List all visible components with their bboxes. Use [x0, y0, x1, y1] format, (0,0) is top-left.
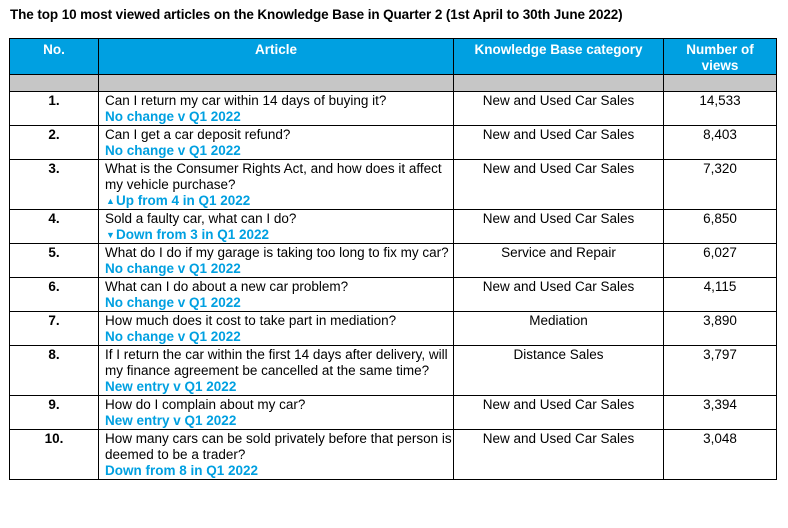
rank-change — [105, 227, 453, 243]
row-number: 2. — [10, 126, 99, 160]
rank-change-text: New entry v Q1 2022 — [105, 379, 237, 394]
views-cell: 4,115 — [664, 278, 777, 312]
views-cell: 8,403 — [664, 126, 777, 160]
article-cell — [99, 278, 454, 312]
table-row — [10, 430, 777, 480]
views-cell: 6,027 — [664, 244, 777, 278]
category-cell: Service and Repair — [454, 244, 664, 278]
views-cell: 3,797 — [664, 346, 777, 396]
article-title: What can I do about a new car problem? — [105, 279, 349, 294]
row-number: 6. — [10, 278, 99, 312]
rank-change-text: No change v Q1 2022 — [105, 329, 241, 344]
spacer-cell — [454, 75, 664, 92]
rank-change — [105, 379, 453, 395]
row-number: 5. — [10, 244, 99, 278]
category-cell: New and Used Car Sales — [454, 278, 664, 312]
article-cell — [99, 396, 454, 430]
category-cell: New and Used Car Sales — [454, 396, 664, 430]
spacer-row — [10, 75, 777, 92]
header-views-line1: Number of — [686, 42, 754, 57]
table-row — [10, 210, 777, 244]
category-cell: New and Used Car Sales — [454, 430, 664, 480]
table-row — [10, 244, 777, 278]
views-cell: 3,048 — [664, 430, 777, 480]
article-title: Can I get a car deposit refund? — [105, 127, 291, 142]
spacer-cell — [99, 75, 454, 92]
views-cell: 6,850 — [664, 210, 777, 244]
row-number: 1. — [10, 92, 99, 126]
article-title: If I return the car within the first 14 days after delivery, will my finance agreement be cancelled at the same time? — [105, 347, 448, 378]
spacer-cell — [664, 75, 777, 92]
rank-change-text: No change v Q1 2022 — [105, 109, 241, 124]
table-row — [10, 160, 777, 210]
row-number: 10. — [10, 430, 99, 480]
views-cell: 14,533 — [664, 92, 777, 126]
rank-change-text: No change v Q1 2022 — [105, 295, 241, 310]
header-article: Article — [99, 39, 454, 75]
article-cell — [99, 210, 454, 244]
down-triangle-icon: ▼ — [106, 230, 115, 240]
rank-change — [105, 143, 453, 159]
rank-change-text: New entry v Q1 2022 — [105, 413, 237, 428]
table-row — [10, 278, 777, 312]
table-row — [10, 312, 777, 346]
top-articles-table — [9, 38, 777, 480]
rank-change — [105, 109, 453, 125]
rank-change — [105, 413, 453, 429]
row-number: 9. — [10, 396, 99, 430]
category-cell: Mediation — [454, 312, 664, 346]
rank-change-text: Up from 4 in Q1 2022 — [116, 193, 251, 208]
category-cell: New and Used Car Sales — [454, 92, 664, 126]
article-cell — [99, 126, 454, 160]
category-cell: Distance Sales — [454, 346, 664, 396]
row-number: 4. — [10, 210, 99, 244]
rank-change — [105, 261, 453, 277]
rank-change — [105, 295, 453, 311]
article-cell — [99, 244, 454, 278]
article-title: How many cars can be sold privately before that person is deemed to be a trader? — [105, 431, 452, 462]
row-number: 3. — [10, 160, 99, 210]
table-row — [10, 396, 777, 430]
rank-change — [105, 329, 453, 345]
header-views-line2: views — [701, 58, 739, 73]
rank-change — [105, 193, 453, 209]
row-number: 8. — [10, 346, 99, 396]
article-title: How much does it cost to take part in mediation? — [105, 313, 397, 328]
article-cell — [99, 92, 454, 126]
category-cell: New and Used Car Sales — [454, 160, 664, 210]
page-title: The top 10 most viewed articles on the Knowledge Base in Quarter 2 (1st April to 30th June 2022) — [10, 7, 623, 22]
rank-change-text: No change v Q1 2022 — [105, 261, 241, 276]
row-number: 7. — [10, 312, 99, 346]
category-cell: New and Used Car Sales — [454, 210, 664, 244]
views-cell: 7,320 — [664, 160, 777, 210]
article-title: What is the Consumer Rights Act, and how does it affect my vehicle purchase? — [105, 161, 442, 192]
spacer-cell — [10, 75, 99, 92]
category-cell: New and Used Car Sales — [454, 126, 664, 160]
views-cell: 3,890 — [664, 312, 777, 346]
article-title: Can I return my car within 14 days of buying it? — [105, 93, 387, 108]
article-title: What do I do if my garage is taking too long to fix my car? — [105, 245, 449, 260]
rank-change-text: No change v Q1 2022 — [105, 143, 241, 158]
rank-change — [105, 463, 453, 479]
header-no: No. — [10, 39, 99, 75]
article-title: How do I complain about my car? — [105, 397, 306, 412]
article-cell — [99, 160, 454, 210]
header-category: Knowledge Base category — [454, 39, 664, 75]
article-cell — [99, 312, 454, 346]
article-cell — [99, 346, 454, 396]
views-cell: 3,394 — [664, 396, 777, 430]
table-row — [10, 126, 777, 160]
rank-change-text: Down from 8 in Q1 2022 — [105, 463, 259, 478]
article-title: Sold a faulty car, what can I do? — [105, 211, 297, 226]
header-views — [664, 39, 777, 75]
up-triangle-icon: ▲ — [106, 196, 115, 206]
article-cell — [99, 430, 454, 480]
table-header-row — [10, 39, 777, 75]
table-row — [10, 92, 777, 126]
rank-change-text: Down from 3 in Q1 2022 — [116, 227, 270, 242]
table-row — [10, 346, 777, 396]
